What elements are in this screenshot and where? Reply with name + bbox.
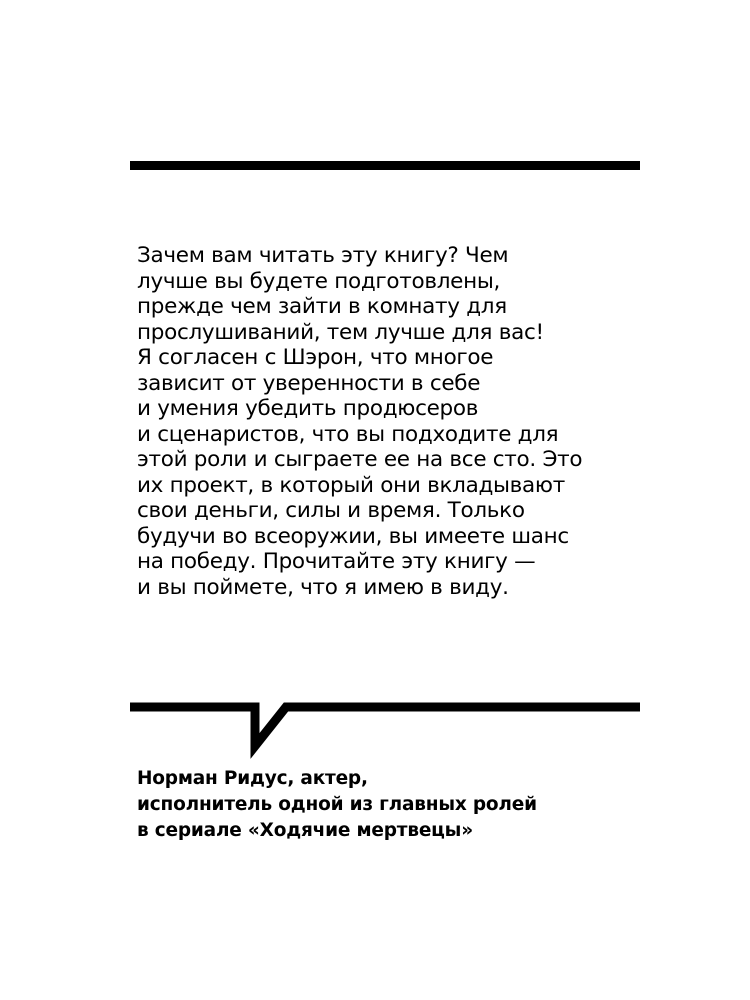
quote-line: лучше вы будете подготовлены, (137, 268, 501, 294)
quote-line: и сценаристов, что вы подходите для (137, 421, 559, 447)
attribution (137, 766, 657, 844)
attribution-line: Норман Ридус, актер, (137, 768, 368, 789)
top-rule (130, 161, 640, 170)
speech-bubble-tail-rule (130, 700, 642, 760)
speech-bubble-tail-line (130, 707, 640, 746)
quote-line: будучи во всеоружии, вы имеете шанс (137, 523, 569, 549)
quote-line: их проект, в который они вкладывают (137, 472, 565, 498)
quote-line: и вы поймете, что я имею в виду. (137, 574, 509, 600)
quote-line: Я согласен с Шэрон, что многое (137, 345, 494, 370)
quote-line: свои деньги, силы и время. Только (137, 498, 525, 523)
quote-line: зависит от уверенности в себе (137, 370, 481, 396)
attribution-line: исполнитель одной из главных ролей (137, 794, 537, 815)
attribution-line: в сериале «Ходячие мертвецы» (137, 820, 473, 841)
quote-line: на победу. Прочитайте эту книгу — (137, 549, 536, 574)
quote-line: этой роли и сыграете ее на все сто. Это (137, 447, 583, 472)
quote-text (137, 243, 657, 600)
quote-line: прежде чем зайти в комнату для (137, 294, 507, 319)
quote-line: прослушиваний, тем лучше для вас! (137, 319, 544, 345)
quote-line: Зачем вам читать эту книгу? Чем (137, 243, 509, 268)
quote-line: и умения убедить продюсеров (137, 396, 479, 421)
